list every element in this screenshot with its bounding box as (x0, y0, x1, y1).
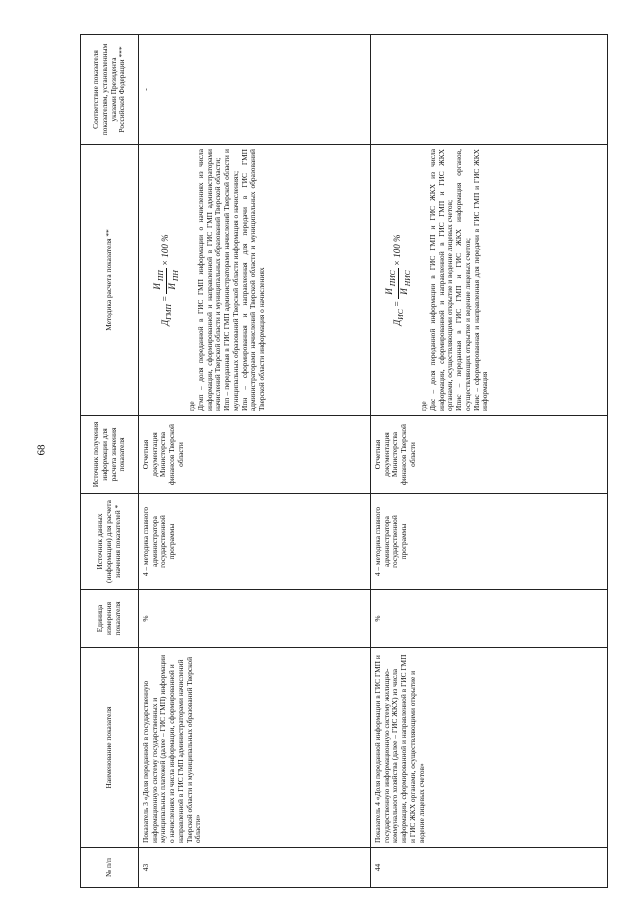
formula: $Д_{ИС}$ = $И_{ПИС}$ $И_{НИС}$ × 100 % (384, 234, 412, 326)
table-row (371, 35, 608, 888)
row-source-data: 4 – методика главного администратора государственной программы (139, 494, 371, 590)
header-source-data: Источник данных (информации) для расчета значения показателей * (81, 494, 139, 590)
rotated-table-wrapper (80, 35, 607, 888)
formula-where: где (187, 401, 197, 411)
formula-where: где (419, 401, 429, 411)
formula: $Д_{ГМП}$ = $И_{ПП}$ $И_{ПН}$ × 100 % (152, 234, 180, 326)
header-unit: Единица измерения показателя (81, 590, 139, 648)
row-method (371, 145, 608, 416)
indicators-table (80, 34, 608, 888)
header-method: Методика расчета показателя ** (81, 145, 139, 416)
table-header-row (81, 35, 139, 888)
row-source-info: Отчетная документация Министерства финансов Тверской области (371, 416, 608, 494)
row-source-info: Отчетная документация Министерства финансов Тверской области (139, 416, 371, 494)
row-name: Показатель 3 «Доля переданной в государственную информационную систему государственных и муниципальных платежей (далее – ГИС ГМП) информации о начислениях из числа информации, сформированной и направленной в ГИС ГМП администраторами начислений Тверской области и муниципальных образований Тверской области» (139, 648, 371, 848)
method-desc-1: Дгмп – доля переданной в ГИС ГМП информации о начислениях из числа информации, сформированной и направленной в ГИС ГМП администраторами начислений Тверской области и муниципальных образований Тверской области; (196, 149, 223, 411)
row-compliance: - (139, 35, 371, 145)
row-compliance (371, 35, 608, 145)
method-desc-2: Ипп – переданная в ГИС ГМП администраторами начислений Тверской области и муниципальных образований Тверской области информация о начислениях; (222, 149, 240, 411)
table-area (80, 35, 607, 888)
method-desc-3: Ипн – сформированная и направленная для передачи в ГИС ГМП администраторами начислений Тверской области и муниципальных образований Тверской области информация о начислениях (239, 149, 267, 411)
header-num: № п/п (81, 848, 139, 888)
method-desc-3: Инис – сформированная и направленная для передачи в ГИС ГМП и ГИС ЖКХ информация (471, 149, 490, 411)
row-num: 44 (371, 848, 608, 888)
row-unit: % (139, 590, 371, 648)
header-source-info: Источник получения информации для расчета значения показателя (81, 416, 139, 494)
method-desc-1: Дис – доля переданной информации в ГИС ГМП и ГИС ЖКХ из числа информации, сформированной и направленной в ГИС ГМП и ГИС ЖКХ органами, осуществляющими открытие и ведение лицевых счетов; (428, 149, 455, 411)
row-unit: % (371, 590, 608, 648)
row-num: 43 (139, 848, 371, 888)
row-name: Показатель 4 «Доля переданной информации в ГИС ГМП и государственную информационную систему жилищно-коммунального хозяйства (далее – ГИС ЖКХ) из числа информации, сформированной и направленной в ГИС ГМП и ГИС ЖКХ органами, осуществляющими открытие и ведение лицевых счетов» (371, 648, 608, 848)
page-number: 68 (35, 444, 48, 456)
header-name: Наименование показателя (81, 648, 139, 848)
method-desc-2: Ипис – переданная в ГИС ГМП и ГИС ЖКХ информация органов, осуществляющих открытие и ведение лицевых счетов; (454, 149, 472, 411)
row-method (139, 145, 371, 416)
row-source-data: 4 – методика главного администратора государственной программы (371, 494, 608, 590)
header-compliance: Соответствие показателя показателям, установленным указами Президента Российской Федерации *** (81, 35, 139, 145)
table-row (139, 35, 371, 888)
